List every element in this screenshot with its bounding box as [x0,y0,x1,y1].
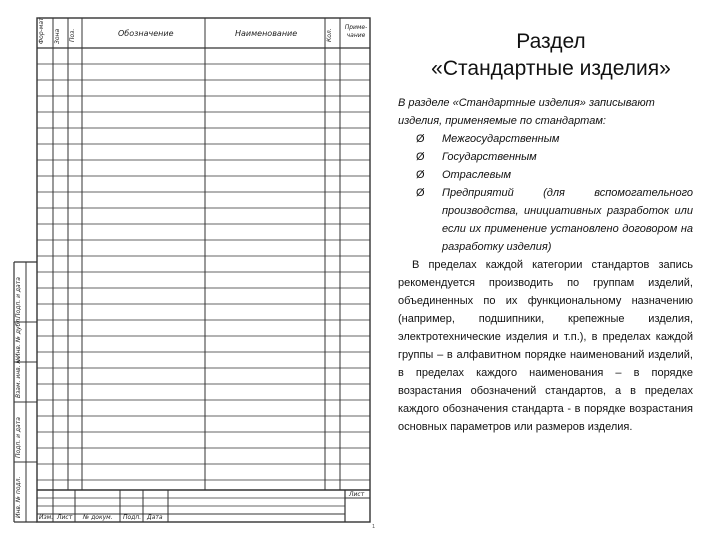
intro-text: В разделе «Стандартные изделия» записывают изделия, применяемые по стандартам: [398,97,655,127]
grouping-paragraph: В пределах каждой категории стандартов запись рекомендуется производить по группам изделий, объединенных по их функциональному назначению (например, подшипники, крепежные изделия, электротехнические изделия и т.п.), в пределах каждой группы – в алфавитном порядке наименований изделий, в пределах каждого наименования – в порядке возрастания обозначений стандартов, а в пределах каждого обозначения стандарта - в порядке возрастания основных параметров или размеров изделия. [398,259,693,433]
header-designation: Обозначение [118,29,174,38]
side-label-sign-date-2: Подп. и дата [15,417,22,458]
header-position: Поз. [69,28,76,42]
header-zone: Зона [54,28,61,44]
title-block-date: Дата [147,514,163,521]
section-title-line2: «Стандартные изделия» [431,57,671,80]
arrow-bullet-icon: Ø [416,169,425,181]
section-body [398,94,693,436]
arrow-bullet-icon: Ø [416,151,425,163]
side-label-original-inv: Инв. № подл. [15,476,22,518]
section-title [388,28,714,82]
title-block-doc-number: № докум. [83,514,113,521]
side-label-sign-date-1: Подп. и дата [15,277,22,318]
list-item: Ø Отраслевым [398,166,693,184]
title-block-signature: Подп. [123,514,142,521]
arrow-bullet-icon: Ø [416,187,425,199]
form-frame [37,18,370,522]
header-format: Фор-мат [38,17,45,44]
list-item: Ø Государственным [398,148,693,166]
header-quantity: Кол. [326,28,333,42]
title-block-list: Лист [57,514,73,521]
arrow-bullet-icon: Ø [416,133,425,145]
header-name: Наименование [235,29,298,38]
standards-list [398,130,693,256]
side-label-dup-inv: Инв. № дубл. [15,316,22,358]
list-item: Ø Межгосударственным [398,130,693,148]
section-title-line1: Раздел [516,30,586,53]
header-note: Приме-чание [344,24,368,39]
page-number: 1 [372,524,376,530]
title-block-change: Изм. [39,514,54,521]
title-block-sheet: Лист [349,491,365,498]
list-item: Ø Предприятий (для вспомогательного производства, инициативных разработок или если их применение установлено договором на разработку изделия) [398,184,693,256]
side-label-replace-inv: Взам. инв. № [15,357,22,398]
